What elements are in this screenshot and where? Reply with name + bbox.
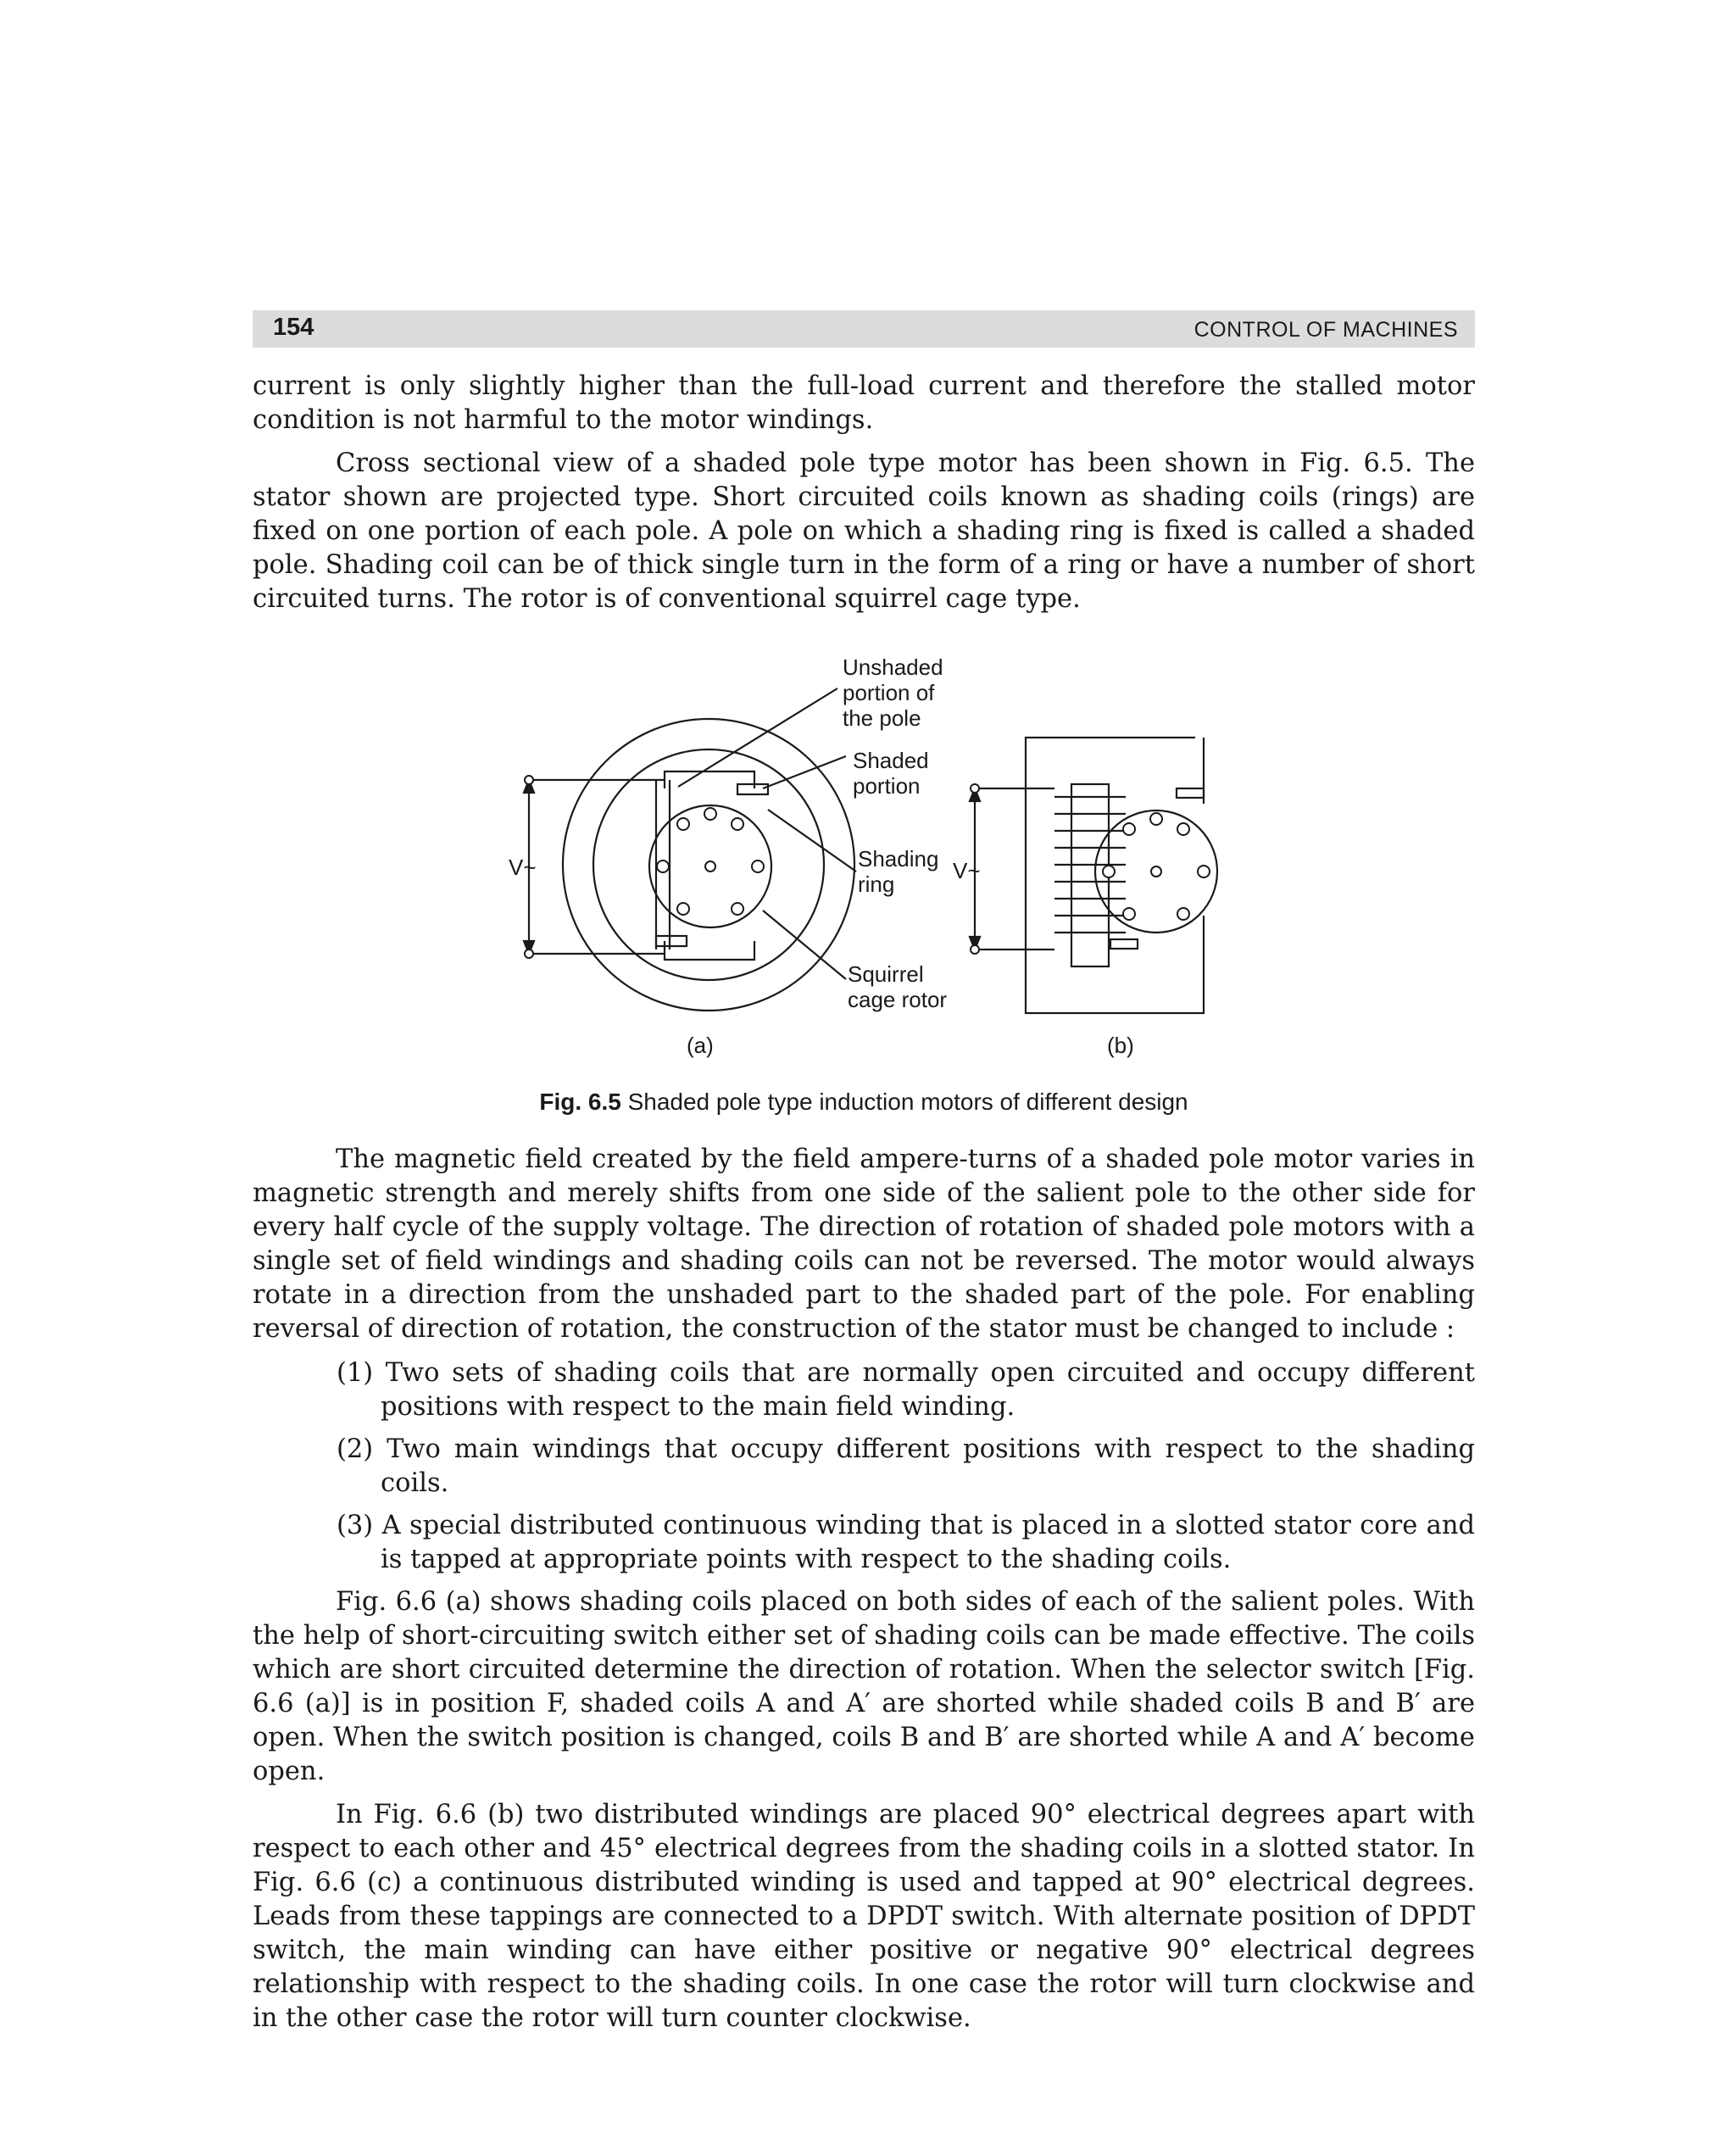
field-winding-b: [1054, 797, 1126, 933]
shading-ring-b-upper: [1177, 788, 1204, 798]
label-unshaded-1: Unshaded: [843, 654, 943, 680]
list-item-1: (1) Two sets of shading coils that are normally open circuited and occupy different positions with respect to the main field winding.: [337, 1358, 1475, 1422]
text-block-bottom: [253, 1143, 1475, 2036]
label-rotor-2: cage rotor: [848, 987, 948, 1012]
list: [253, 1356, 1475, 1577]
shading-ring-upper: [737, 784, 768, 794]
label-voltage-b: V~: [953, 858, 981, 883]
stator-frame-b: [1026, 738, 1204, 1013]
page-number: 154: [273, 314, 314, 341]
figure-caption: [253, 1089, 1475, 1116]
shading-ring-lower: [656, 936, 687, 946]
paragraph-5: In Fig. 6.6 (b) two distributed windings are placed 90° electrical degrees apart with respect to each other and 45° electrical degrees from the shading coils in a slotted stator. In Fig. 6.6 (c) a continuous distributed winding is used and tapped at 90° electrical degrees. Leads from these tappings are connected to a DPDT switch. With alternate position of DPDT switch, the main winding can have either positive or negative 90° electrical degrees relationship with respect to the shading coils. In one case the rotor will turn clockwise and in the other case the rotor will turn counter clockwise.: [253, 1800, 1475, 2033]
page-header: [253, 310, 1475, 348]
label-rotor-1: Squirrel: [848, 961, 924, 987]
label-ring-1: Shading: [858, 846, 939, 872]
motor-diagram: [253, 644, 1475, 1119]
list-item-2: (2) Two main windings that occupy different positions with respect to the shading coils.: [337, 1434, 1475, 1498]
text-block-top: [253, 370, 1475, 616]
paragraph-2: Cross sectional view of a shaded pole type motor has been shown in Fig. 6.5. The stator shown are projected type. Short circuited coils known as shading coils (rings) are fixed on one portion of each pole. A pole on which a shading ring is fixed is called a shaded pole. Shading coil can be of thick single turn in the form of a ring or have a number of short circuited turns. The rotor is of conventional squirrel cage type.: [253, 448, 1475, 614]
label-sub-a: (a): [687, 1033, 714, 1058]
paragraph-4: Fig. 6.6 (a) shows shading coils placed on both sides of each of the salient poles. With the help of short-circuiting switch either set of shading coils can be made effective. The coils which are short circuited determine the direction of rotation. When the selector switch [Fig. 6.6 (a)] is in position F, shaded coils A and A′ are shorted while shaded coils B and B′ are open. When the switch position is changed, coils B and B′ are shorted while A and A′ become open.: [253, 1587, 1475, 1786]
lower-pole: [665, 941, 754, 960]
caption-text: Shaded pole type induction motors of different design: [620, 1089, 1188, 1115]
label-unshaded-3: the pole: [843, 705, 921, 731]
caption-label: Fig. 6.5: [539, 1089, 621, 1115]
label-ring-2: ring: [858, 872, 895, 897]
label-voltage-a: V~: [509, 855, 537, 880]
figure-6-5: [253, 644, 1475, 1119]
label-shaded-2: portion: [853, 773, 921, 799]
paragraph-3: The magnetic field created by the field ampere-turns of a shaded pole motor varies in magnetic strength and merely shifts from one side of the salient pole to the other side for every half cycle of the supply voltage. The direction of rotation of shaded pole motors with a single set of field windings and shading coils can not be reversed. The motor would always rotate in a direction from the unshaded part to the shaded part of the pole. For enabling reversal of direction of rotation, the construction of the stator must be changed to include :: [253, 1144, 1475, 1344]
list-item-3: (3) A special distributed continuous winding that is placed in a slotted stator core and is tapped at appropriate points with respect to the shading coils.: [337, 1511, 1475, 1574]
paragraph-1: current is only slightly higher than the full-load current and therefore the stalled motor condition is not harmful to the motor windings.: [253, 371, 1475, 435]
running-head: CONTROL OF MACHINES: [1194, 318, 1458, 342]
shading-ring-b-lower: [1110, 939, 1138, 949]
label-unshaded-2: portion of: [843, 680, 935, 705]
label-sub-b: (b): [1107, 1033, 1134, 1058]
label-shaded-1: Shaded: [853, 748, 929, 773]
